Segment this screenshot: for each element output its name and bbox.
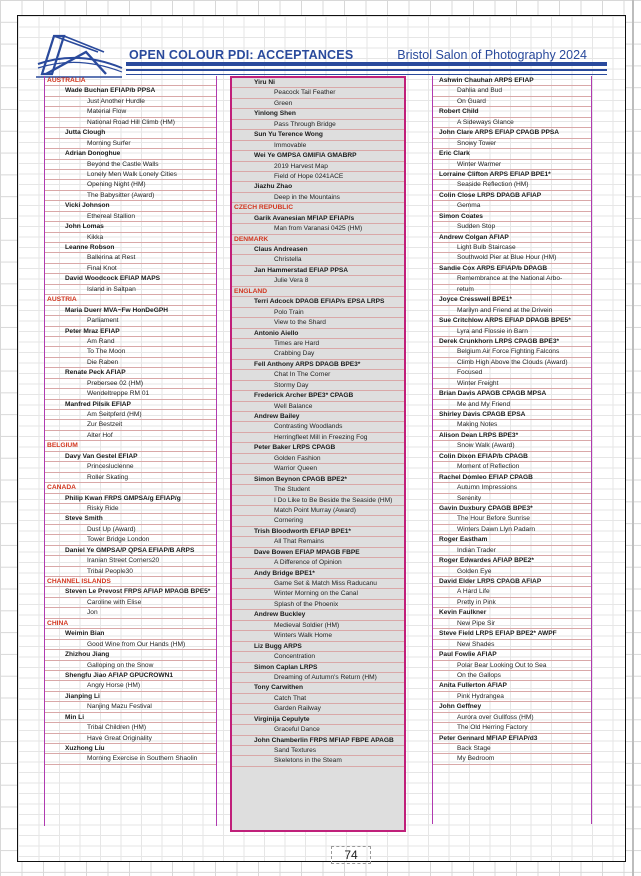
author-name: Liz Bugg ARPS bbox=[232, 642, 404, 652]
author-name: Shirley Davis CPAGB EPSA bbox=[433, 410, 591, 420]
author-name: Colin Close LRPS DPAGB AFIAP bbox=[433, 191, 591, 201]
image-title: New Shades bbox=[433, 640, 591, 650]
author-name: Terri Adcock DPAGB EFIAP/s EPSA LRPS bbox=[232, 297, 404, 307]
salon-logo-icon bbox=[32, 22, 124, 82]
author-name: Davy Van Gestel EFIAP bbox=[45, 452, 216, 462]
image-title: Risky Ride bbox=[45, 504, 216, 514]
image-title: To The Moon bbox=[45, 347, 216, 357]
image-title: View to the Shard bbox=[232, 318, 404, 328]
author-name: Sue Critchlow ARPS EFIAP DPAGB BPE5* bbox=[433, 316, 591, 326]
author-name: Eric Clark bbox=[433, 149, 591, 159]
country-heading: CHINA bbox=[45, 619, 216, 629]
image-title: A Difference of Opinion bbox=[232, 558, 404, 568]
author-name: Andrew Bailey bbox=[232, 412, 404, 422]
image-title: Kikka bbox=[45, 233, 216, 243]
author-name: Trish Bloodworth EFIAP BPE1* bbox=[232, 527, 404, 537]
image-title: retum bbox=[433, 285, 591, 295]
image-title: Golden Fashion bbox=[232, 454, 404, 464]
image-title: Polo Train bbox=[232, 308, 404, 318]
image-title: Galloping on the Snow bbox=[45, 661, 216, 671]
image-title: Snowy Tower bbox=[433, 139, 591, 149]
image-title: Prebersee 02 (HM) bbox=[45, 379, 216, 389]
author-name: Andrew Buckley bbox=[232, 610, 404, 620]
image-title: Winters Walk Home bbox=[232, 631, 404, 641]
author-name: Weimin Bian bbox=[45, 629, 216, 639]
image-title: Parliament bbox=[45, 316, 216, 326]
author-name: Shengfu Jiao AFIAP GPUCROWN1 bbox=[45, 671, 216, 681]
author-name: Sun Yu Terence Wong bbox=[232, 130, 404, 140]
image-title: Cornering bbox=[232, 516, 404, 526]
image-title: My Bedroom bbox=[433, 754, 591, 764]
image-title: Polar Bear Looking Out to Sea bbox=[433, 661, 591, 671]
image-title: Morning Surfer bbox=[45, 139, 216, 149]
image-title: Deep in the Mountains bbox=[232, 193, 404, 203]
image-title: A Hard Life bbox=[433, 587, 591, 597]
author-name: Fell Anthony ARPS DPAGB BPE3* bbox=[232, 360, 404, 370]
image-title: On the Gallops bbox=[433, 671, 591, 681]
image-title: Zur Bestzeit bbox=[45, 420, 216, 430]
author-name: John Clare ARPS EFIAP CPAGB PPSA bbox=[433, 128, 591, 138]
image-title: Am Rand bbox=[45, 337, 216, 347]
country-heading: AUSTRALIA bbox=[45, 76, 216, 86]
image-title: Focused bbox=[433, 368, 591, 378]
image-title: Lyra and Flossie in Barn bbox=[433, 327, 591, 337]
author-name: Tony Carwithen bbox=[232, 683, 404, 693]
author-name: Simon Beynon CPAGB BPE2* bbox=[232, 475, 404, 485]
image-title: Dreaming of Autumn's Return (HM) bbox=[232, 673, 404, 683]
image-title: Island in Saltpan bbox=[45, 285, 216, 295]
image-title: Winters Dawn Llyn Padarn bbox=[433, 525, 591, 535]
author-name: Joyce Cresswell BPE1* bbox=[433, 295, 591, 305]
author-name: Philip Kwan FRPS GMPSA/g EFIAP/g bbox=[45, 494, 216, 504]
author-name: Jiazhu Zhao bbox=[232, 182, 404, 192]
image-title: Moment of Reflection bbox=[433, 462, 591, 472]
author-name: Min Li bbox=[45, 713, 216, 723]
image-title: Chat In The Corner bbox=[232, 370, 404, 380]
image-title: Jon bbox=[45, 608, 216, 618]
image-title: Making Notes bbox=[433, 420, 591, 430]
image-title: New Pipe Sir bbox=[433, 619, 591, 629]
image-title: 2019 Harvest Map bbox=[232, 162, 404, 172]
image-title: The Hour Before Sunrise bbox=[433, 514, 591, 524]
image-title: Wendeltreppe RM 01 bbox=[45, 389, 216, 399]
image-title: Final Knot bbox=[45, 264, 216, 274]
image-title: Ballerina at Rest bbox=[45, 253, 216, 263]
image-title: Sand Textures bbox=[232, 746, 404, 756]
image-title: Splash of the Phoenix bbox=[232, 600, 404, 610]
author-name: David Elder LRPS CPAGB AFIAP bbox=[433, 577, 591, 587]
image-title: Concentration bbox=[232, 652, 404, 662]
image-title: Morning Exercise in Southern Shaolin bbox=[45, 754, 216, 764]
image-title: Roller Skating bbox=[45, 473, 216, 483]
image-title: Christella bbox=[232, 255, 404, 265]
right-edge-mark bbox=[632, 0, 634, 876]
image-title: Good Wine from Our Hands (HM) bbox=[45, 640, 216, 650]
image-title: Southwold Pier at Blue Hour (HM) bbox=[433, 253, 591, 263]
image-title: Serenity bbox=[433, 494, 591, 504]
image-title: Lonely Men Walk Lonely Cities bbox=[45, 170, 216, 180]
author-name: Peter Baker LRPS CPAGB bbox=[232, 443, 404, 453]
author-name: Jutta Clough bbox=[45, 128, 216, 138]
author-name: John Lomas bbox=[45, 222, 216, 232]
header-rule bbox=[126, 74, 607, 75]
image-title: Tribal Children (HM) bbox=[45, 723, 216, 733]
author-name: Wade Buchan EFIAP/b PPSA bbox=[45, 86, 216, 96]
image-title: Gemma bbox=[433, 201, 591, 211]
author-name: Robert Child bbox=[433, 107, 591, 117]
image-title: Tower Bridge London bbox=[45, 535, 216, 545]
image-title: Contrasting Woodlands bbox=[232, 422, 404, 432]
author-name: Anita Fullerton AFIAP bbox=[433, 681, 591, 691]
acceptance-column-1 bbox=[44, 76, 217, 826]
image-title: Alter Hof bbox=[45, 431, 216, 441]
author-name: Leanne Robson bbox=[45, 243, 216, 253]
image-title: Times are Hard bbox=[232, 339, 404, 349]
header-rule bbox=[126, 69, 607, 71]
image-title: Caroline with Elise bbox=[45, 598, 216, 608]
author-name: Rachel Domleo EFIAP CPAGB bbox=[433, 473, 591, 483]
image-title: Pass Through Bridge bbox=[232, 120, 404, 130]
image-title: Light Bulb Staircase bbox=[433, 243, 591, 253]
author-name: Xuzhong Liu bbox=[45, 744, 216, 754]
image-title: Beyond the Castle Walls bbox=[45, 160, 216, 170]
image-title: Seaside Reflection (HM) bbox=[433, 180, 591, 190]
image-title: Crabbing Day bbox=[232, 349, 404, 359]
author-name: Roger Eastham bbox=[433, 535, 591, 545]
author-name: Wei Ye GMPSA GMIFIA GMABRP bbox=[232, 151, 404, 161]
image-title: Am Seitpferd (HM) bbox=[45, 410, 216, 420]
author-name: Simon Coates bbox=[433, 212, 591, 222]
author-name: Steve Smith bbox=[45, 514, 216, 524]
image-title: National Road Hill Climb (HM) bbox=[45, 118, 216, 128]
author-name: Jianping Li bbox=[45, 692, 216, 702]
image-title: Winter Morning on the Canal bbox=[232, 589, 404, 599]
author-name: Antonio Aiello bbox=[232, 329, 404, 339]
author-name: Brian Davis APAGB CPAGB MPSA bbox=[433, 389, 591, 399]
acceptance-column-3 bbox=[432, 76, 592, 824]
author-name: Andy Bridge BPE1* bbox=[232, 569, 404, 579]
image-title: Dahlia and Bud bbox=[433, 86, 591, 96]
image-title: The Student bbox=[232, 485, 404, 495]
image-title: Medieval Soldier (HM) bbox=[232, 621, 404, 631]
image-title: I Do Like to Be Beside the Seaside (HM) bbox=[232, 496, 404, 506]
section-title: OPEN COLOUR PDI: ACCEPTANCES bbox=[129, 48, 354, 62]
image-title: Pink Hydrangea bbox=[433, 692, 591, 702]
image-title: Marilyn and Friend at the Drivein bbox=[433, 306, 591, 316]
author-name: Peter Mraz EFIAP bbox=[45, 327, 216, 337]
image-title: Me and My Friend bbox=[433, 400, 591, 410]
author-name: Steve Field LRPS EFIAP BPE2* AWPF bbox=[433, 629, 591, 639]
image-title: A Sideways Glance bbox=[433, 118, 591, 128]
image-title: Immovable bbox=[232, 141, 404, 151]
author-name: David Woodcock EFIAP MAPS bbox=[45, 274, 216, 284]
image-title: Iranian Street Corners20 bbox=[45, 556, 216, 566]
author-name: John Geffney bbox=[433, 702, 591, 712]
image-title: Opening Night (HM) bbox=[45, 180, 216, 190]
header-rule bbox=[126, 62, 607, 66]
image-title: Material Flow bbox=[45, 107, 216, 117]
image-title: Skeletons in the Steam bbox=[232, 756, 404, 766]
author-name: Colin Dixon EFIAP/b CPAGB bbox=[433, 452, 591, 462]
author-name: Sandie Cox ARPS EFIAP/b DPAGB bbox=[433, 264, 591, 274]
image-title: Aurora over Gullfoss (HM) bbox=[433, 713, 591, 723]
country-heading: BELGIUM bbox=[45, 441, 216, 451]
author-name: Derek Crunkhorn LRPS CPAGB BPE3* bbox=[433, 337, 591, 347]
author-name: Adrian Donoghue bbox=[45, 149, 216, 159]
author-name: Daniel Ye GMPSA/P QPSA EFIAP/B ARPS bbox=[45, 546, 216, 556]
image-title: Well Balance bbox=[232, 402, 404, 412]
author-name: Andrew Colgan AFIAP bbox=[433, 233, 591, 243]
image-title: Peacock Tail Feather bbox=[232, 88, 404, 98]
image-title: On Guard bbox=[433, 97, 591, 107]
author-name: Zhizhou Jiang bbox=[45, 650, 216, 660]
author-name: Yinlong Shen bbox=[232, 109, 404, 119]
country-heading: DENMARK bbox=[232, 235, 404, 245]
author-name: Kevin Faulkner bbox=[433, 608, 591, 618]
image-title: Dust Up (Award) bbox=[45, 525, 216, 535]
country-heading: CZECH REPUBLIC bbox=[232, 203, 404, 213]
author-name: Paul Fowlie AFIAP bbox=[433, 650, 591, 660]
image-title: Game Set & Match Miss Raducanu bbox=[232, 579, 404, 589]
image-title: Green bbox=[232, 99, 404, 109]
image-title: Julie Vera 8 bbox=[232, 276, 404, 286]
image-title: Match Point Murray (Award) bbox=[232, 506, 404, 516]
image-title: Angry Horse (HM) bbox=[45, 681, 216, 691]
author-name: Lorraine Clifton ARPS EFIAP BPE1* bbox=[433, 170, 591, 180]
image-title: Field of Hope 0241ACE bbox=[232, 172, 404, 182]
country-heading: AUSTRIA bbox=[45, 295, 216, 305]
country-heading: CHANNEL ISLANDS bbox=[45, 577, 216, 587]
author-name: Maria Duerr MVA~Fw HonDeGPH bbox=[45, 306, 216, 316]
image-title: Remembrance at the National Arbo- bbox=[433, 274, 591, 284]
author-name: Garik Avanesian MFIAP EFIAP/s bbox=[232, 214, 404, 224]
image-title: Indian Trader bbox=[433, 546, 591, 556]
author-name: Alison Dean LRPS BPE3* bbox=[433, 431, 591, 441]
image-title: Ethereal Stallion bbox=[45, 212, 216, 222]
author-name: Manfred Pilsik EFIAP bbox=[45, 400, 216, 410]
author-name: Renate Peck AFIAP bbox=[45, 368, 216, 378]
image-title: Graceful Dance bbox=[232, 725, 404, 735]
author-name: John Chamberlin FRPS MFIAP FBPE APAGB bbox=[232, 736, 404, 746]
image-title: Man from Varanasi 0425 (HM) bbox=[232, 224, 404, 234]
image-title: Golden Eye bbox=[433, 567, 591, 577]
author-name: Simon Caplan LRPS bbox=[232, 663, 404, 673]
author-name: Ashwin Chauhan ARPS EFIAP bbox=[433, 76, 591, 86]
author-name: Virginija Cepulyte bbox=[232, 715, 404, 725]
image-title: The Babysitter (Award) bbox=[45, 191, 216, 201]
image-title: Warrior Queen bbox=[232, 464, 404, 474]
image-title: Just Another Hurdle bbox=[45, 97, 216, 107]
image-title: Winter Freight bbox=[433, 379, 591, 389]
image-title: Autumn Impressions bbox=[433, 483, 591, 493]
country-heading: ENGLAND bbox=[232, 287, 404, 297]
country-heading: CANADA bbox=[45, 483, 216, 493]
image-title: Pretty in Pink bbox=[433, 598, 591, 608]
image-title: Have Great Originality bbox=[45, 734, 216, 744]
author-name: Gavin Duxbury CPAGB BPE3* bbox=[433, 504, 591, 514]
page-number: 74 bbox=[331, 846, 371, 864]
image-title: Princesluclenne bbox=[45, 462, 216, 472]
image-title: Sudden Stop bbox=[433, 222, 591, 232]
author-name: Claus Andreasen bbox=[232, 245, 404, 255]
image-title: Catch That bbox=[232, 694, 404, 704]
image-title: Garden Railway bbox=[232, 704, 404, 714]
acceptance-column-2 bbox=[230, 76, 406, 832]
author-name: Roger Edwardes AFIAP BPE2* bbox=[433, 556, 591, 566]
image-title: Tribal People30 bbox=[45, 567, 216, 577]
author-name: Jan Hammerstad EFIAP PPSA bbox=[232, 266, 404, 276]
image-title: The Old Herring Factory bbox=[433, 723, 591, 733]
author-name: Dave Bowen EFIAP MPAGB FBPE bbox=[232, 548, 404, 558]
image-title: Snow Walk (Award) bbox=[433, 441, 591, 451]
image-title: All That Remains bbox=[232, 537, 404, 547]
author-name: Peter Gennard MFIAP EFIAP/d3 bbox=[433, 734, 591, 744]
salon-title: Bristol Salon of Photography 2024 bbox=[397, 48, 587, 62]
image-title: Back Stage bbox=[433, 744, 591, 754]
image-title: Stormy Day bbox=[232, 381, 404, 391]
image-title: Herringfleet Mill in Freezing Fog bbox=[232, 433, 404, 443]
image-title: Belgium Air Force Fighting Falcons bbox=[433, 347, 591, 357]
image-title: Die Raben bbox=[45, 358, 216, 368]
image-title: Nanjing Mazu Festival bbox=[45, 702, 216, 712]
image-title: Climb High Above the Clouds (Award) bbox=[433, 358, 591, 368]
author-name: Steven Le Prevost FRPS AFIAP MPAGB BPE5* bbox=[45, 587, 216, 597]
image-title: Winter Warmer bbox=[433, 160, 591, 170]
author-name: Vicki Johnson bbox=[45, 201, 216, 211]
author-name: Yiru Ni bbox=[232, 78, 404, 88]
author-name: Frederick Archer BPE3* CPAGB bbox=[232, 391, 404, 401]
